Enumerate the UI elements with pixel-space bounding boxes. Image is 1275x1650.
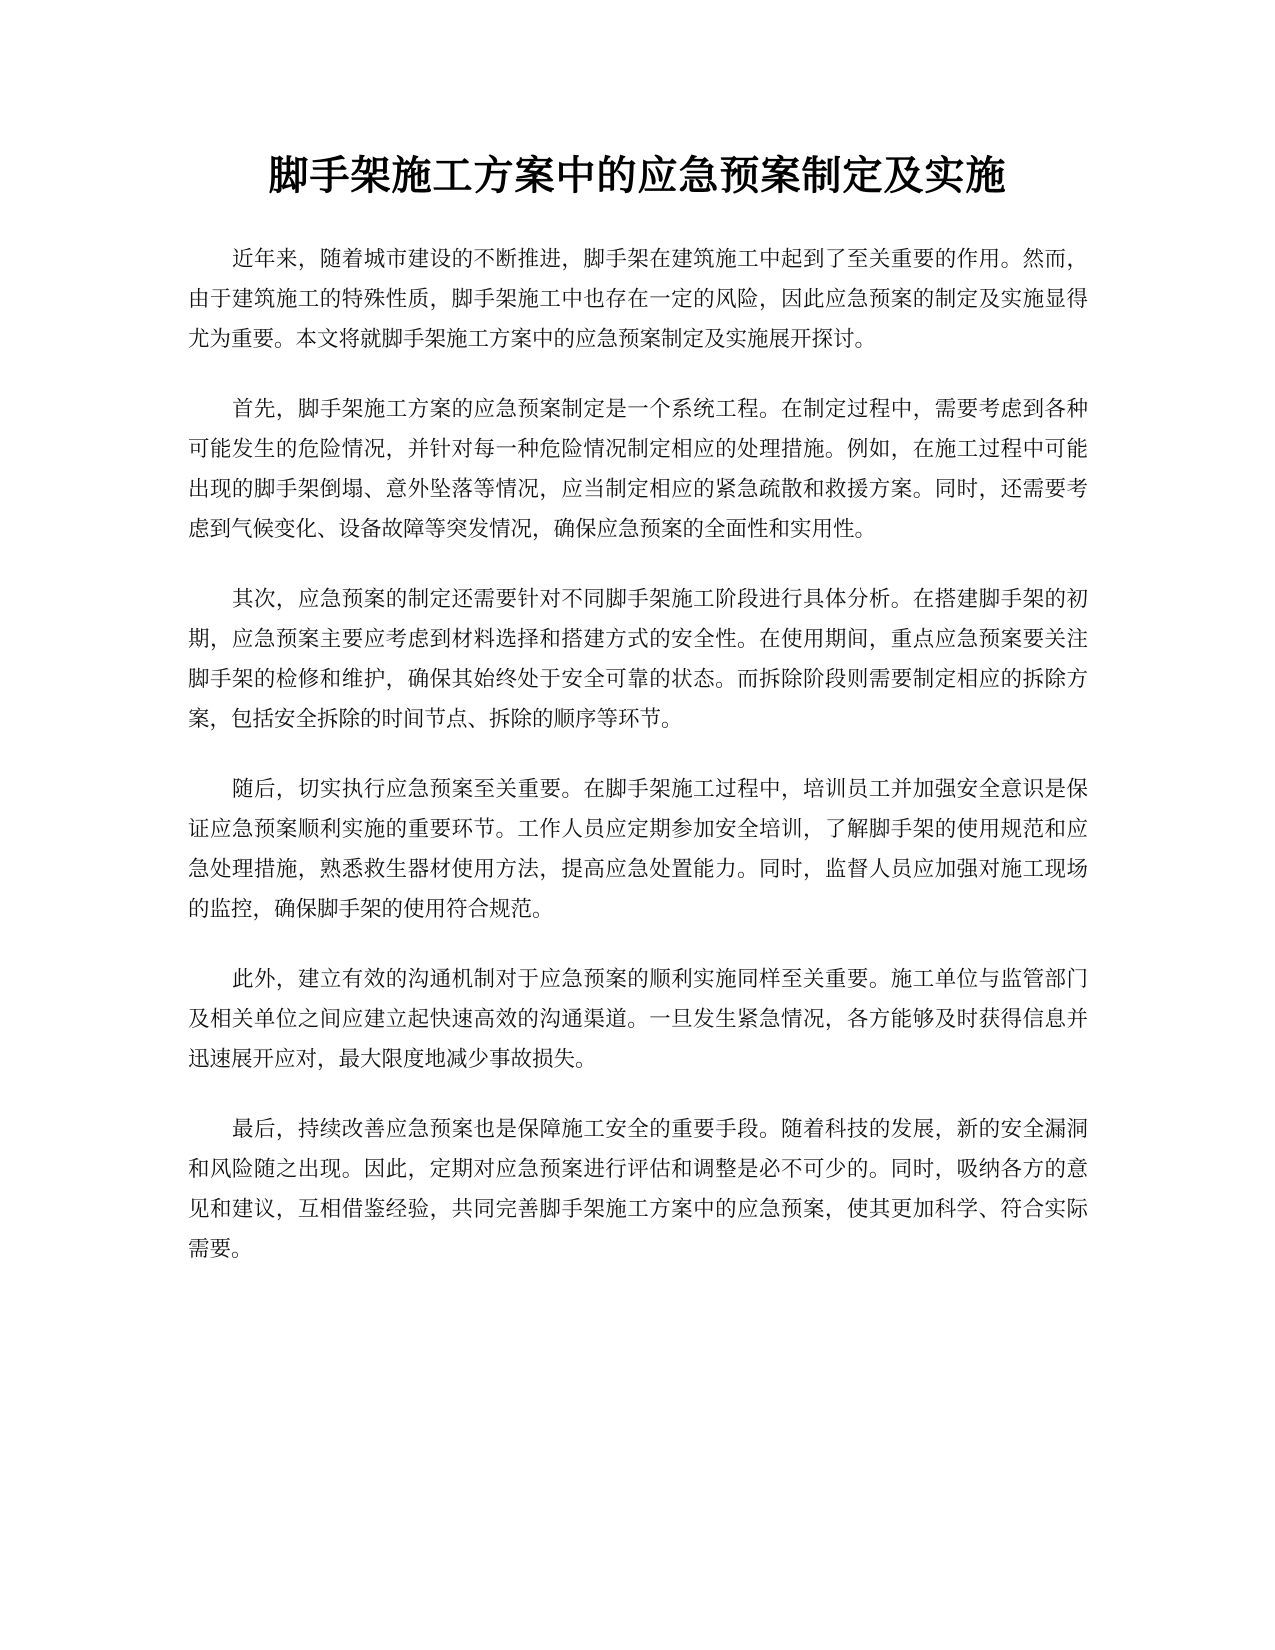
paragraph-then: 随后，切实执行应急预案至关重要。在脚手架施工过程中，培训员工并加强安全意识是保证应急预案顺利实施的重要环节。工作人员应定期参加安全培训，了解脚手架的使用规范和应急处理措施，熟悉救生器材使用方法，提高应急处置能力。同时，监督人员应加强对施工现场的监控，确保脚手架的使用符合规范。 [188,777,1088,922]
paragraph-intro: 近年来，随着城市建设的不断推进，脚手架在建筑施工中起到了至关重要的作用。然而，由于建筑施工的特殊性质，脚手架施工中也存在一定的风险，因此应急预案的制定及实施显得尤为重要。本文将就脚手架施工方案中的应急预案制定及实施展开探讨。 [188,247,1088,352]
paragraph-first: 首先，脚手架施工方案的应急预案制定是一个系统工程。在制定过程中，需要考虑到各种可能发生的危险情况，并针对每一种危险情况制定相应的处理措施。例如，在施工过程中可能出现的脚手架倒塌、意外坠落等情况，应当制定相应的紧急疏散和救援方案。同时，还需要考虑到气候变化、设备故障等突发情况，确保应急预案的全面性和实用性。 [188,397,1088,542]
document-title: 脚手架施工方案中的应急预案制定及实施 [268,153,1007,199]
paragraph-additionally: 此外，建立有效的沟通机制对于应急预案的顺利实施同样至关重要。施工单位与监管部门及相关单位之间应建立起快速高效的沟通渠道。一旦发生紧急情况，各方能够及时获得信息并迅速展开应对，最大限度地减少事故损失。 [188,967,1088,1072]
document-body [188,240,1088,1300]
paragraph-second: 其次，应急预案的制定还需要针对不同脚手架施工阶段进行具体分析。在搭建脚手架的初期，应急预案主要应考虑到材料选择和搭建方式的安全性。在使用期间，重点应急预案要关注脚手架的检修和维护，确保其始终处于安全可靠的状态。而拆除阶段则需要制定相应的拆除方案，包括安全拆除的时间节点、拆除的顺序等环节。 [188,587,1088,732]
paragraph-finally: 最后，持续改善应急预案也是保障施工安全的重要手段。随着科技的发展，新的安全漏洞和风险随之出现。因此，定期对应急预案进行评估和调整是必不可少的。同时，吸纳各方的意见和建议，互相借鉴经验，共同完善脚手架施工方案中的应急预案，使其更加科学、符合实际需要。 [188,1117,1088,1262]
